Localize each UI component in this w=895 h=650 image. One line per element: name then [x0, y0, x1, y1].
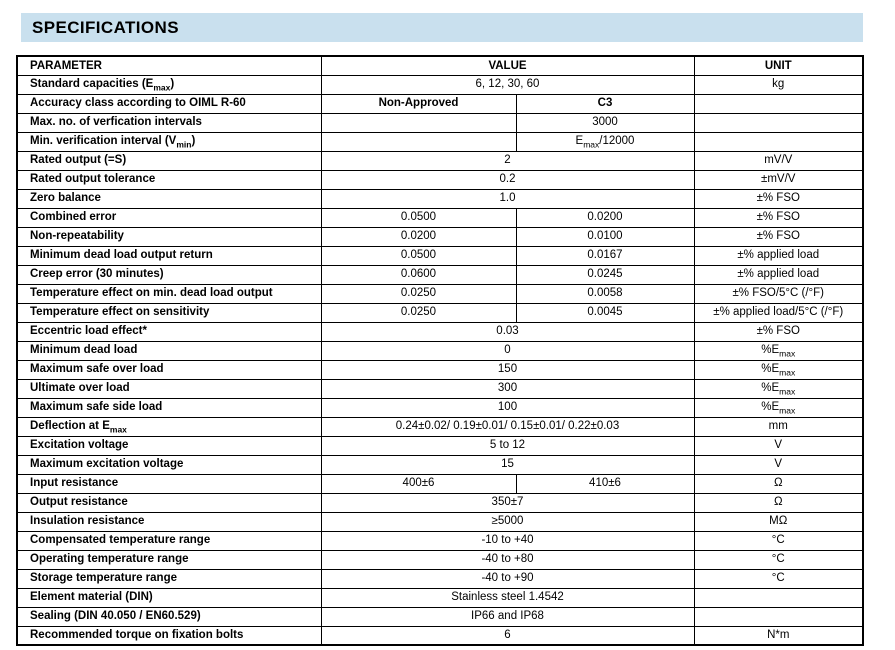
- table-row: [17, 151, 863, 170]
- section-header: [21, 13, 863, 42]
- parameter-cell: Storage temperature range: [17, 569, 321, 588]
- unit-cell: [694, 607, 863, 626]
- unit-cell: °C: [694, 550, 863, 569]
- parameter-cell: Rated output (=S): [17, 151, 321, 170]
- value-cell: 100: [321, 398, 694, 417]
- parameter-cell: Recommended torque on fixation bolts: [17, 626, 321, 645]
- column-header-value: VALUE: [321, 56, 694, 75]
- table-row: [17, 569, 863, 588]
- unit-cell: mm: [694, 417, 863, 436]
- value-cell: -40 to +80: [321, 550, 694, 569]
- unit-cell: ±% FSO: [694, 227, 863, 246]
- table-header-row: [17, 56, 863, 75]
- parameter-cell: Minimum dead load: [17, 341, 321, 360]
- unit-cell: ±% FSO: [694, 189, 863, 208]
- parameter-cell: Temperature effect on min. dead load output: [17, 284, 321, 303]
- value-cell: IP66 and IP68: [321, 607, 694, 626]
- unit-cell: ±% applied load/5°C (/°F): [694, 303, 863, 322]
- value-cell: 0.0600: [321, 265, 516, 284]
- parameter-cell: Deflection at $E_{max}$: [17, 417, 321, 436]
- unit-cell: ±% FSO: [694, 208, 863, 227]
- value-cell: [321, 113, 516, 132]
- value-cell: 0.0245: [516, 265, 694, 284]
- value-cell: 350±7: [321, 493, 694, 512]
- unit-cell: V: [694, 436, 863, 455]
- value-cell: -10 to +40: [321, 531, 694, 550]
- unit-cell: kg: [694, 75, 863, 94]
- parameter-cell: Creep error (30 minutes): [17, 265, 321, 284]
- unit-cell: [694, 588, 863, 607]
- unit-cell: [694, 94, 863, 113]
- table-row: [17, 417, 863, 436]
- value-cell: 0.0058: [516, 284, 694, 303]
- value-cell: 0.2: [321, 170, 694, 189]
- parameter-cell: Temperature effect on sensitivity: [17, 303, 321, 322]
- parameter-cell: Output resistance: [17, 493, 321, 512]
- parameter-cell: Input resistance: [17, 474, 321, 493]
- table-row: [17, 284, 863, 303]
- table-row: [17, 189, 863, 208]
- value-cell: 400±6: [321, 474, 516, 493]
- parameter-cell: Accuracy class according to OIML R-60: [17, 94, 321, 113]
- parameter-cell: Non-repeatability: [17, 227, 321, 246]
- parameter-cell: Combined error: [17, 208, 321, 227]
- parameter-cell: Maximum safe side load: [17, 398, 321, 417]
- unit-cell: [694, 132, 863, 151]
- parameter-cell: Eccentric load effect*: [17, 322, 321, 341]
- table-row: [17, 607, 863, 626]
- value-cell: 3000: [516, 113, 694, 132]
- value-cell: 0.0167: [516, 246, 694, 265]
- value-cell: 150: [321, 360, 694, 379]
- parameter-cell: Maximum safe over load: [17, 360, 321, 379]
- value-cell: Stainless steel 1.4542: [321, 588, 694, 607]
- table-row: [17, 265, 863, 284]
- table-row: [17, 474, 863, 493]
- value-cell: [321, 132, 516, 151]
- parameter-cell: Rated output tolerance: [17, 170, 321, 189]
- unit-cell: mV/V: [694, 151, 863, 170]
- page-title: SPECIFICATIONS: [32, 17, 179, 37]
- parameter-cell: Ultimate over load: [17, 379, 321, 398]
- value-cell: 0.0200: [321, 227, 516, 246]
- table-row: [17, 246, 863, 265]
- unit-cell: N*m: [694, 626, 863, 645]
- parameter-cell: Element material (DIN): [17, 588, 321, 607]
- unit-cell: ±% applied load: [694, 265, 863, 284]
- table-row: [17, 588, 863, 607]
- value-cell: 2: [321, 151, 694, 170]
- unit-cell: °C: [694, 531, 863, 550]
- table-row: [17, 550, 863, 569]
- table-row: [17, 493, 863, 512]
- value-cell: 1.0: [321, 189, 694, 208]
- table-row: [17, 341, 863, 360]
- unit-cell: $\%E_{max}$: [694, 341, 863, 360]
- value-cell: 0.0045: [516, 303, 694, 322]
- value-cell: 0.0250: [321, 303, 516, 322]
- value-cell: 0.24±0.02/ 0.19±0.01/ 0.15±0.01/ 0.22±0.03: [321, 417, 694, 436]
- value-cell: 6: [321, 626, 694, 645]
- table-row: [17, 512, 863, 531]
- table-row: [17, 322, 863, 341]
- table-row: [17, 75, 863, 94]
- parameter-cell: Sealing (DIN 40.050 / EN60.529): [17, 607, 321, 626]
- value-cell: 6, 12, 30, 60: [321, 75, 694, 94]
- specifications-table: [16, 55, 864, 646]
- parameter-cell: Insulation resistance: [17, 512, 321, 531]
- table-row: [17, 436, 863, 455]
- unit-cell: °C: [694, 569, 863, 588]
- value-cell: 0: [321, 341, 694, 360]
- value-cell: 0.0100: [516, 227, 694, 246]
- table-row: [17, 531, 863, 550]
- value-cell: 0.0500: [321, 246, 516, 265]
- value-cell: 15: [321, 455, 694, 474]
- parameter-cell: Minimum dead load output return: [17, 246, 321, 265]
- value-cell: Non-Approved: [321, 94, 516, 113]
- value-cell: ≥5000: [321, 512, 694, 531]
- unit-cell: ±% FSO/5°C (/°F): [694, 284, 863, 303]
- table-row: [17, 132, 863, 151]
- column-header-parameter: PARAMETER: [17, 56, 321, 75]
- table-row: [17, 170, 863, 189]
- value-cell: C3: [516, 94, 694, 113]
- table-row: [17, 398, 863, 417]
- parameter-cell: Zero balance: [17, 189, 321, 208]
- unit-cell: ±% FSO: [694, 322, 863, 341]
- parameter-cell: Excitation voltage: [17, 436, 321, 455]
- table-row: [17, 94, 863, 113]
- unit-cell: ±% applied load: [694, 246, 863, 265]
- value-cell: 0.0200: [516, 208, 694, 227]
- unit-cell: V: [694, 455, 863, 474]
- table-row: [17, 379, 863, 398]
- value-cell: 0.0250: [321, 284, 516, 303]
- value-cell: 0.03: [321, 322, 694, 341]
- table-row: [17, 303, 863, 322]
- parameter-cell: Max. no. of verfication intervals: [17, 113, 321, 132]
- unit-cell: MΩ: [694, 512, 863, 531]
- table-row: [17, 113, 863, 132]
- unit-cell: $\%E_{max}$: [694, 379, 863, 398]
- parameter-cell: Operating temperature range: [17, 550, 321, 569]
- value-cell: 5 to 12: [321, 436, 694, 455]
- value-cell: 0.0500: [321, 208, 516, 227]
- unit-cell: ±mV/V: [694, 170, 863, 189]
- value-cell: $E_{max}/12000$: [516, 132, 694, 151]
- table-row: [17, 208, 863, 227]
- value-cell: 410±6: [516, 474, 694, 493]
- parameter-cell: Maximum excitation voltage: [17, 455, 321, 474]
- unit-cell: Ω: [694, 474, 863, 493]
- table-row: [17, 626, 863, 645]
- column-header-unit: UNIT: [694, 56, 863, 75]
- unit-cell: $\%E_{max}$: [694, 360, 863, 379]
- parameter-cell: Compensated temperature range: [17, 531, 321, 550]
- unit-cell: [694, 113, 863, 132]
- value-cell: 300: [321, 379, 694, 398]
- table-row: [17, 455, 863, 474]
- parameter-cell: Standard capacities $(E_{max})$: [17, 75, 321, 94]
- value-cell: -40 to +90: [321, 569, 694, 588]
- unit-cell: Ω: [694, 493, 863, 512]
- table-row: [17, 227, 863, 246]
- table-row: [17, 360, 863, 379]
- unit-cell: $\%E_{max}$: [694, 398, 863, 417]
- parameter-cell: Min. verification interval $(V_{min})$: [17, 132, 321, 151]
